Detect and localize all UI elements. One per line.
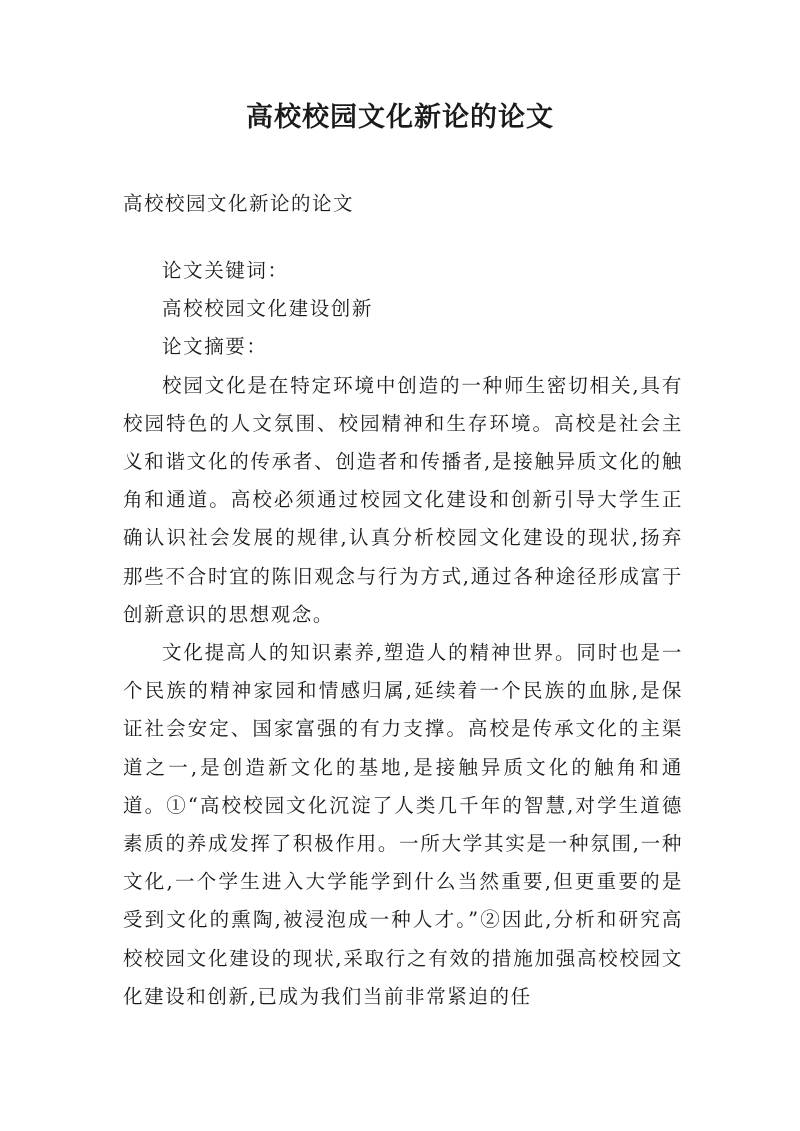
- document-body: [123, 252, 683, 1016]
- abstract-paragraph-1: 校园文化是在特定环境中创造的一种师生密切相关,具有校园特色的人文氛围、校园精神和生存环境。高校是社会主义和谐文化的传承者、创造者和传播者,是接触异质文化的触角和通道。高校必须通过校园文化建设和创新引导大学生正确认识社会发展的规律,认真分析校园文化建设的现状,扬弃那些不合时宜的陈旧观念与行为方式,通过各种途径形成富于创新意识的思想观念。: [123, 373, 683, 626]
- keywords-label: 论文关键词：: [162, 259, 289, 282]
- abstract-paragraph-2: 文化提高人的知识素养,塑造人的精神世界。同时也是一个民族的精神家园和情感归属,延续着一个民族的血脉,是保证社会安定、国家富强的有力支撑。高校是传承文化的主渠道之一,是创造新文化的基地,是接触异质文化的触角和通道。①“高校校园文化沉淀了人类几千年的智慧,对学生道德素质的养成发挥了积极作用。一所大学其实是一种氛围,一种文化,一个学生进入大学能学到什么当然重要,但更重要的是受到文化的熏陶,被浸泡成一种人才。”②因此,分析和研究高校校园文化建设的现状,采取行之有效的措施加强高校校园文化建设和创新,已成为我们当前非常紧迫的任: [123, 641, 683, 1008]
- document-title: 高校校园文化新论的论文: [246, 102, 554, 133]
- document-subtitle: 高校校园文化新论的论文: [123, 192, 355, 215]
- abstract-label: 论文摘要：: [162, 335, 268, 359]
- keywords-text: 高校校园文化建设创新: [162, 297, 374, 321]
